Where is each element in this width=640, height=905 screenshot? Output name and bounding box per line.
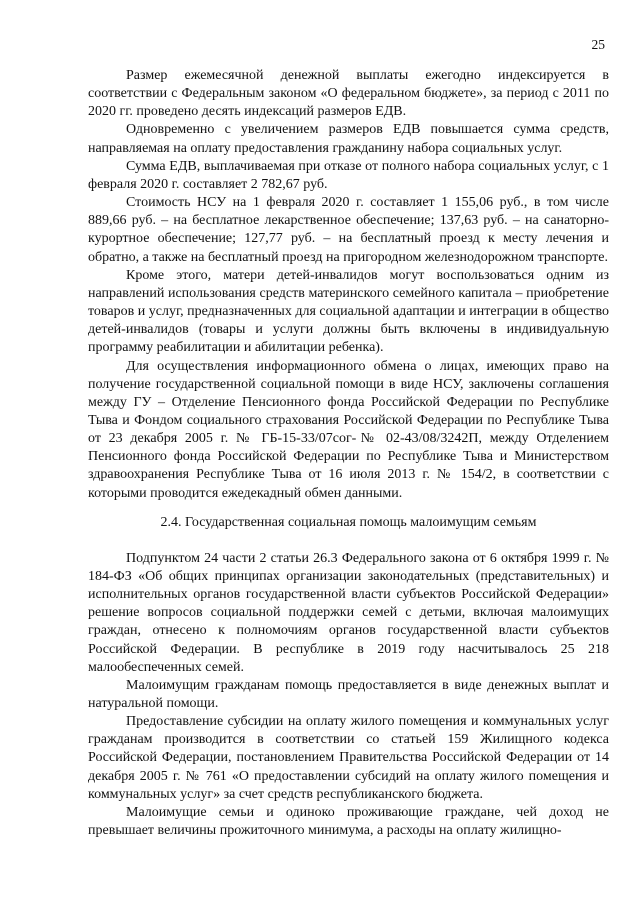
paragraph-aid-forms: Малоимущим гражданам помощь предоставляется в виде денежных выплат и натуральной помощи. [88,677,609,711]
paragraph-housing-subsidy: Предоставление субсидии на оплату жилого помещения и коммунальных услуг гражданам производится в соответствии со статьей 159 Жилищного кодекса Российской Федерации, постановлением Правительства Российской Федерации от 14 декабря 2005 г. № 761 «О предоставлении субсидий на оплату жилого помещения и коммунальных услуг» за счет средств республиканского бюджета. [88,714,609,802]
paragraph-low-income-families: Малоимущие семьи и одиноко проживающие граждане, чей доход не превышает величины прожиточного минимума, а расходы на оплату жилищно- [88,804,609,839]
page-number: 25 [591,37,605,52]
paragraph-federal-law-184: Подпунктом 24 части 2 статьи 26.3 Федерального закона от 6 октября 1999 г. № 184-ФЗ «Об общих принципах организации законодательных (представительных) и исполнительных органов государственной власти субъектов Российской Федерации» решение вопросов социальной поддержки семей с детьми, включая малоимущих граждан, отнесено к полномочиям органов государственной власти субъектов Российской Федерации. В республике в 2019 году насчитывалось 25 218 малообеспеченных семей. [88,550,609,675]
paragraph-edv-indexation: Размер ежемесячной денежной выплаты ежегодно индексируется в соответствии с Федеральным законом «О федеральном бюджете», за период с 2011 по 2020 гг. проведено десять индексаций размеров ЕДВ. [88,68,609,120]
paragraph-nsu-funding: Одновременно с увеличением размеров ЕДВ повышается сумма средств, направляемая на оплату предоставления гражданину набора социальных услуг. [88,122,609,156]
paragraph-information-exchange: Для осуществления информационного обмена о лицах, имеющих право на получение государственной социальной помощи в виде НСУ, заключены соглашения между ГУ – Отделение Пенсионного фонда Российской Федерации по Республике Тыва и Фондом социального страхования Российской Федерации по Республике Тыва от 23 декабря 2005 г. № ГБ-15-33/07сог-№ 02-43/08/3242П, между Отделением Пенсионного фонда Российской Федерации по Республике Тыва и Министерством здравоохранения Республике Тыва от 16 июля 2013 г. № 154/2, в соответствии с которыми проводится ежедекадный обмен данными. [88,358,609,501]
section-heading: 2.4. Государственная социальная помощь малоимущим семьям [160,514,537,530]
body-text [88,67,609,840]
paragraph-edv-refusal-amount: Сумма ЕДВ, выплачиваемая при отказе от полного набора социальных услуг, с 1 февраля 2020 г. составляет 2 782,67 руб. [88,158,609,192]
paragraph-maternity-capital: Кроме этого, матери детей-инвалидов могут воспользоваться одним из направлений использования средств материнского семейного капитала – приобретение товаров и услуг, предназначенных для социальной адаптации и интеграции в общество детей-инвалидов (товары и услуги должны быть включены в индивидуальную программу реабилитации и абилитации ребенка). [88,267,609,356]
paragraph-nsu-cost: Стоимость НСУ на 1 февраля 2020 г. составляет 1 155,06 руб., в том числе 889,66 руб. – на бесплатное лекарственное обеспечение; 137,63 руб. – на санаторно-курортное обеспечение; 127,77 руб. – на бесплатный проезд к месту лечения и обратно, а также на бесплатный проезд на пригородном железнодорожном транспорте. [88,195,609,265]
